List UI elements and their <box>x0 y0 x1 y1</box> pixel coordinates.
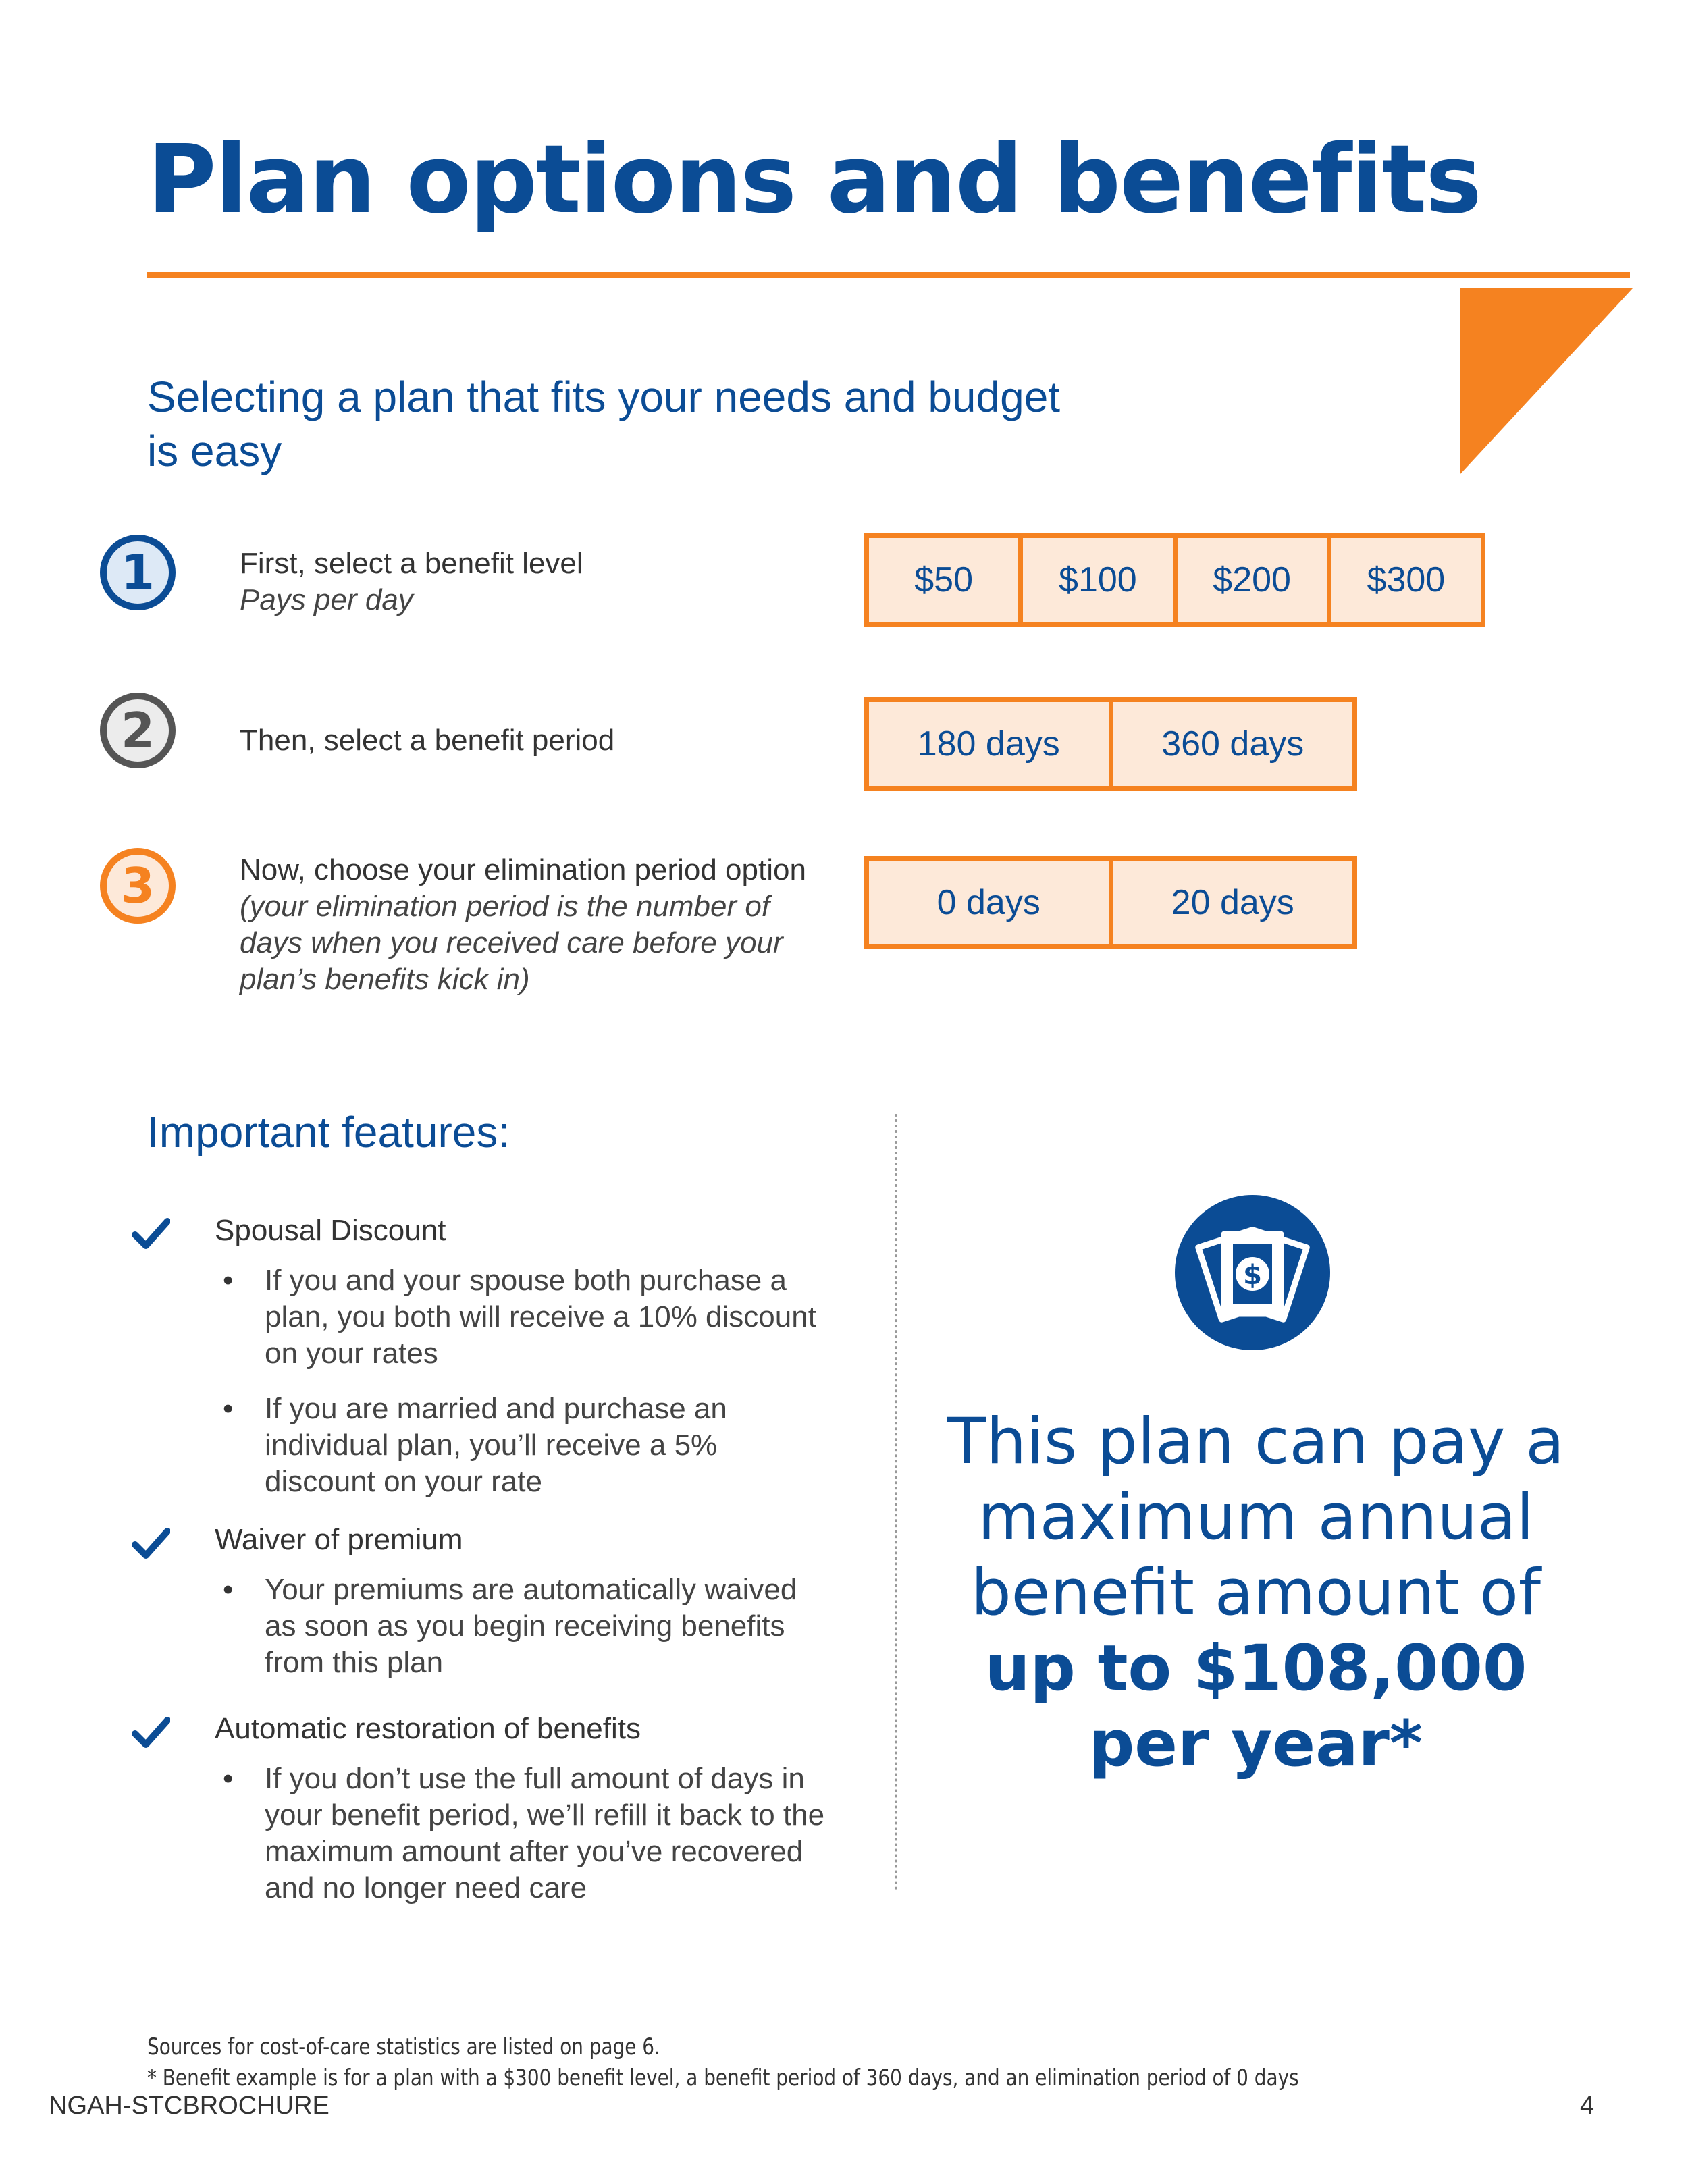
title-rule <box>147 272 1630 278</box>
intro-subheading: Selecting a plan that fits your needs and budget is easy <box>147 373 1061 475</box>
step-1-label: First, select a benefit level <box>240 547 583 580</box>
sources-footnote: Sources for cost-of-care statistics are listed on page 6. <box>147 2033 660 2060</box>
step-3-subtext: (your elimination period is the number of days when you received care before your plan’s benefits kick in) <box>240 890 783 996</box>
max-benefit-promo <box>932 1404 1580 1782</box>
step-1-subtext: Pays per day <box>240 583 413 616</box>
option-benefit-100[interactable]: $100 <box>1018 538 1172 622</box>
checkmark-icon <box>132 1217 170 1250</box>
list-item: • If you and your spouse both purchase a plan, you both will receive a 10% discount on your rates <box>223 1262 830 1372</box>
elimination-period-options <box>864 856 1357 949</box>
feature-automatic-restoration: Automatic restoration of benefits <box>215 1712 641 1745</box>
restoration-bullets <box>223 1761 830 1925</box>
option-period-360[interactable]: 360 days <box>1109 702 1353 786</box>
list-item: • Your premiums are automatically waived as soon as you begin receiving benefits from this plan <box>223 1572 830 1681</box>
option-period-180[interactable]: 180 days <box>917 724 1060 764</box>
features-heading: Important features: <box>147 1108 510 1156</box>
step-3-number: 3 <box>100 848 176 924</box>
step-1-text <box>240 545 847 618</box>
money-icon <box>1175 1195 1330 1350</box>
checkmark-icon <box>132 1527 170 1560</box>
spousal-discount-bullets <box>223 1262 830 1519</box>
step-2-text: Then, select a benefit period <box>240 724 615 757</box>
step-3-text <box>240 852 807 998</box>
waiver-bullets <box>223 1572 830 1700</box>
orange-corner-triangle <box>1460 288 1633 475</box>
page-number: 4 <box>1580 2092 1595 2120</box>
column-divider <box>895 1114 897 1890</box>
option-elimination-20[interactable]: 20 days <box>1109 861 1353 944</box>
step-2-number: 2 <box>100 693 176 768</box>
step-3-label: Now, choose your elimination period option <box>240 853 806 886</box>
benefit-period-options <box>864 697 1357 791</box>
option-elimination-0[interactable]: 0 days <box>937 883 1040 922</box>
promo-amount: up to $108,000 per year* <box>984 1632 1527 1781</box>
step-1-number: 1 <box>100 535 176 610</box>
page-title: Plan options and benefits <box>147 125 1481 235</box>
feature-waiver-of-premium: Waiver of premium <box>215 1523 463 1556</box>
option-benefit-200[interactable]: $200 <box>1173 538 1327 622</box>
option-benefit-300[interactable]: $300 <box>1327 538 1481 622</box>
promo-text: This plan can pay a maximum annual benefit amount of <box>947 1405 1564 1630</box>
document-code: NGAH-STCBROCHURE <box>49 2092 329 2120</box>
svg-text:$: $ <box>1243 1260 1262 1291</box>
benefit-level-options <box>864 533 1485 627</box>
list-item: • If you are married and purchase an individual plan, you’ll receive a 5% discount on your rate <box>223 1391 830 1500</box>
list-item: • If you don’t use the full amount of days in your benefit period, we’ll refill it back to the maximum amount after you’ve recovered and no longer need care <box>223 1761 830 1907</box>
checkmark-icon <box>132 1716 170 1749</box>
feature-spousal-discount: Spousal Discount <box>215 1214 446 1247</box>
benefit-example-footnote: * Benefit example is for a plan with a $300 benefit level, a benefit period of 360 days, and an elimination period of 0 days <box>147 2065 1299 2092</box>
option-benefit-50[interactable]: $50 <box>914 560 973 600</box>
